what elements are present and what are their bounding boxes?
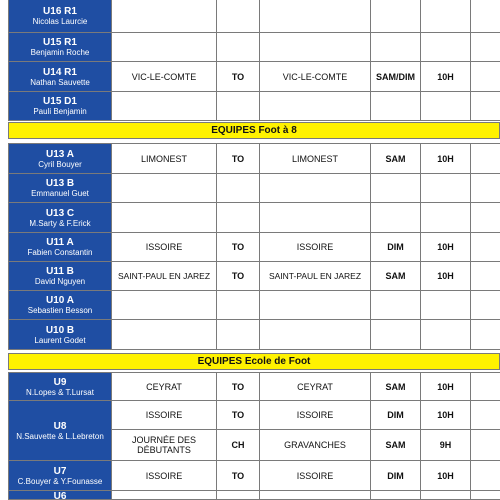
- extra-cell: [471, 0, 500, 33]
- team-cell: [8, 262, 112, 291]
- day-cell: SAM: [371, 430, 421, 461]
- extra-cell: [471, 320, 500, 350]
- team-cell: [8, 0, 112, 33]
- time-cell: [421, 33, 471, 62]
- home-cell: [112, 320, 217, 350]
- team-cell: [8, 143, 112, 174]
- sep-cell: CH: [217, 430, 260, 461]
- home-cell: [112, 92, 217, 121]
- team-name: U10 A: [46, 295, 74, 306]
- team-name: U13 A: [46, 148, 74, 160]
- home-cell: [112, 33, 217, 62]
- home-cell: [112, 174, 217, 203]
- table-row: [8, 401, 500, 461]
- time-cell: [421, 0, 471, 33]
- away-cell: SAINT-PAUL EN JAREZ: [260, 262, 371, 291]
- day-cell: DIM: [371, 461, 421, 491]
- sep-cell: [217, 33, 260, 62]
- coach-name: Nicolas Laurcie: [32, 17, 88, 26]
- sep-cell: TO: [217, 62, 260, 92]
- team-name: U15 R1: [43, 37, 77, 48]
- table-row: [8, 262, 500, 291]
- sep-cell: [217, 92, 260, 121]
- extra-cell: [471, 33, 500, 62]
- extra-cell: [471, 262, 500, 291]
- day-cell: [371, 174, 421, 203]
- away-cell: LIMONEST: [260, 143, 371, 174]
- home-cell: VIC-LE-COMTE: [112, 62, 217, 92]
- day-cell: [371, 320, 421, 350]
- team-name: U14 R1: [43, 66, 77, 78]
- time-cell: 10H: [421, 372, 471, 401]
- table-row: [8, 491, 500, 500]
- sep-cell: TO: [217, 143, 260, 174]
- team-cell: [8, 62, 112, 92]
- sub-row: [112, 401, 500, 430]
- day-cell: [371, 0, 421, 33]
- extra-cell: [471, 430, 500, 461]
- team-cell: [8, 203, 112, 233]
- coach-name: C.Bouyer & Y.Founasse: [17, 476, 103, 486]
- table-row: [8, 461, 500, 491]
- home-cell: [112, 491, 217, 500]
- extra-cell: [471, 233, 500, 262]
- table-row: [8, 0, 500, 33]
- home-cell: [112, 291, 217, 320]
- table-row: [8, 372, 500, 401]
- home-cell: ISSOIRE: [112, 233, 217, 262]
- home-cell: ISSOIRE: [112, 401, 217, 430]
- time-cell: [421, 491, 471, 500]
- team-name: U13 B: [45, 178, 75, 189]
- table-row: [8, 203, 500, 233]
- home-cell: [112, 203, 217, 233]
- coach-name: Pauli Benjamin: [33, 107, 87, 116]
- away-cell: [260, 92, 371, 121]
- time-cell: [421, 203, 471, 233]
- away-cell: [260, 491, 371, 500]
- sub-row: [112, 430, 500, 461]
- coach-name: M.Sarty & F.Erick: [29, 218, 91, 228]
- section-header-ecole: EQUIPES Ecole de Foot: [8, 353, 500, 370]
- coach-name: Laurent Godet: [34, 335, 86, 345]
- home-cell: CEYRAT: [112, 372, 217, 401]
- day-cell: [371, 92, 421, 121]
- time-cell: [421, 291, 471, 320]
- day-cell: SAM: [371, 262, 421, 291]
- away-cell: [260, 320, 371, 350]
- time-cell: 10H: [421, 143, 471, 174]
- time-cell: 10H: [421, 401, 471, 430]
- time-cell: 9H: [421, 430, 471, 461]
- time-cell: 10H: [421, 62, 471, 92]
- table-row: [8, 143, 500, 174]
- coach-name: N.Sauvette & L.Lebreton: [16, 431, 104, 441]
- team-cell: [8, 291, 112, 320]
- team-cell: [8, 461, 112, 491]
- team-cell: [8, 33, 112, 62]
- sep-cell: TO: [217, 401, 260, 430]
- team-name: U10 B: [45, 324, 75, 336]
- extra-cell: [471, 203, 500, 233]
- day-cell: SAM/DIM: [371, 62, 421, 92]
- section-header-foot8: EQUIPES Foot à 8: [8, 122, 500, 139]
- home-cell: ISSOIRE: [112, 461, 217, 491]
- team-name: U9: [53, 376, 67, 388]
- coach-name: Cyril Bouyer: [38, 159, 82, 169]
- team-cell: [8, 401, 112, 461]
- day-cell: [371, 33, 421, 62]
- time-cell: 10H: [421, 262, 471, 291]
- day-cell: DIM: [371, 401, 421, 430]
- home-cell: JOURNÉE DES DÉBUTANTS: [112, 430, 217, 461]
- sep-cell: TO: [217, 233, 260, 262]
- time-cell: 10H: [421, 461, 471, 491]
- away-cell: ISSOIRE: [260, 233, 371, 262]
- sep-cell: TO: [217, 262, 260, 291]
- away-cell: [260, 174, 371, 203]
- team-name: U16 R1: [43, 6, 77, 17]
- sep-cell: [217, 203, 260, 233]
- extra-cell: [471, 174, 500, 203]
- away-cell: [260, 203, 371, 233]
- extra-cell: [471, 92, 500, 121]
- day-cell: SAM: [371, 143, 421, 174]
- time-cell: 10H: [421, 233, 471, 262]
- time-cell: [421, 320, 471, 350]
- day-cell: [371, 291, 421, 320]
- team-cell: [8, 174, 112, 203]
- team-cell: [8, 233, 112, 262]
- day-cell: DIM: [371, 233, 421, 262]
- coach-name: Emmanuel Guet: [31, 189, 89, 198]
- team-cell: [8, 92, 112, 121]
- home-cell: [112, 0, 217, 33]
- sep-cell: [217, 0, 260, 33]
- sep-cell: [217, 291, 260, 320]
- table-row: [8, 291, 500, 320]
- coach-name: Benjamin Roche: [30, 48, 90, 57]
- time-cell: [421, 92, 471, 121]
- coach-name: Sebastien Besson: [27, 306, 93, 315]
- sub-rows: [112, 401, 500, 461]
- coach-name: David Nguyen: [34, 277, 86, 286]
- team-name: U11 B: [46, 266, 74, 277]
- extra-cell: [471, 461, 500, 491]
- away-cell: GRAVANCHES: [260, 430, 371, 461]
- coach-name: Fabien Constantin: [27, 248, 93, 257]
- team-name: U13 C: [45, 207, 75, 219]
- away-cell: ISSOIRE: [260, 401, 371, 430]
- away-cell: CEYRAT: [260, 372, 371, 401]
- coach-name: N.Lopes & T.Lursat: [26, 387, 94, 397]
- team-name: U11 A: [46, 237, 74, 248]
- table-row: [8, 62, 500, 92]
- extra-cell: [471, 401, 500, 430]
- day-cell: SAM: [371, 372, 421, 401]
- away-cell: [260, 291, 371, 320]
- extra-cell: [471, 372, 500, 401]
- team-cell: [8, 320, 112, 350]
- sep-cell: [217, 174, 260, 203]
- table-row: [8, 33, 500, 62]
- sep-cell: [217, 491, 260, 500]
- coach-name: Nathan Sauvette: [30, 77, 90, 87]
- sep-cell: [217, 320, 260, 350]
- team-cell: [8, 491, 112, 500]
- day-cell: [371, 491, 421, 500]
- team-name: U15 D1: [43, 96, 77, 107]
- extra-cell: [471, 491, 500, 500]
- table-row: [8, 233, 500, 262]
- sep-cell: TO: [217, 372, 260, 401]
- extra-cell: [471, 291, 500, 320]
- table-row: [8, 174, 500, 203]
- team-name: U6: [53, 491, 67, 500]
- team-name: U7: [53, 465, 67, 477]
- team-name: U8: [53, 420, 67, 432]
- away-cell: ISSOIRE: [260, 461, 371, 491]
- day-cell: [371, 203, 421, 233]
- team-cell: [8, 372, 112, 401]
- home-cell: LIMONEST: [112, 143, 217, 174]
- away-cell: [260, 0, 371, 33]
- time-cell: [421, 174, 471, 203]
- home-cell: SAINT-PAUL EN JAREZ: [112, 262, 217, 291]
- extra-cell: [471, 62, 500, 92]
- away-cell: VIC-LE-COMTE: [260, 62, 371, 92]
- table-row: [8, 92, 500, 121]
- sep-cell: TO: [217, 461, 260, 491]
- extra-cell: [471, 143, 500, 174]
- table-row: [8, 320, 500, 350]
- away-cell: [260, 33, 371, 62]
